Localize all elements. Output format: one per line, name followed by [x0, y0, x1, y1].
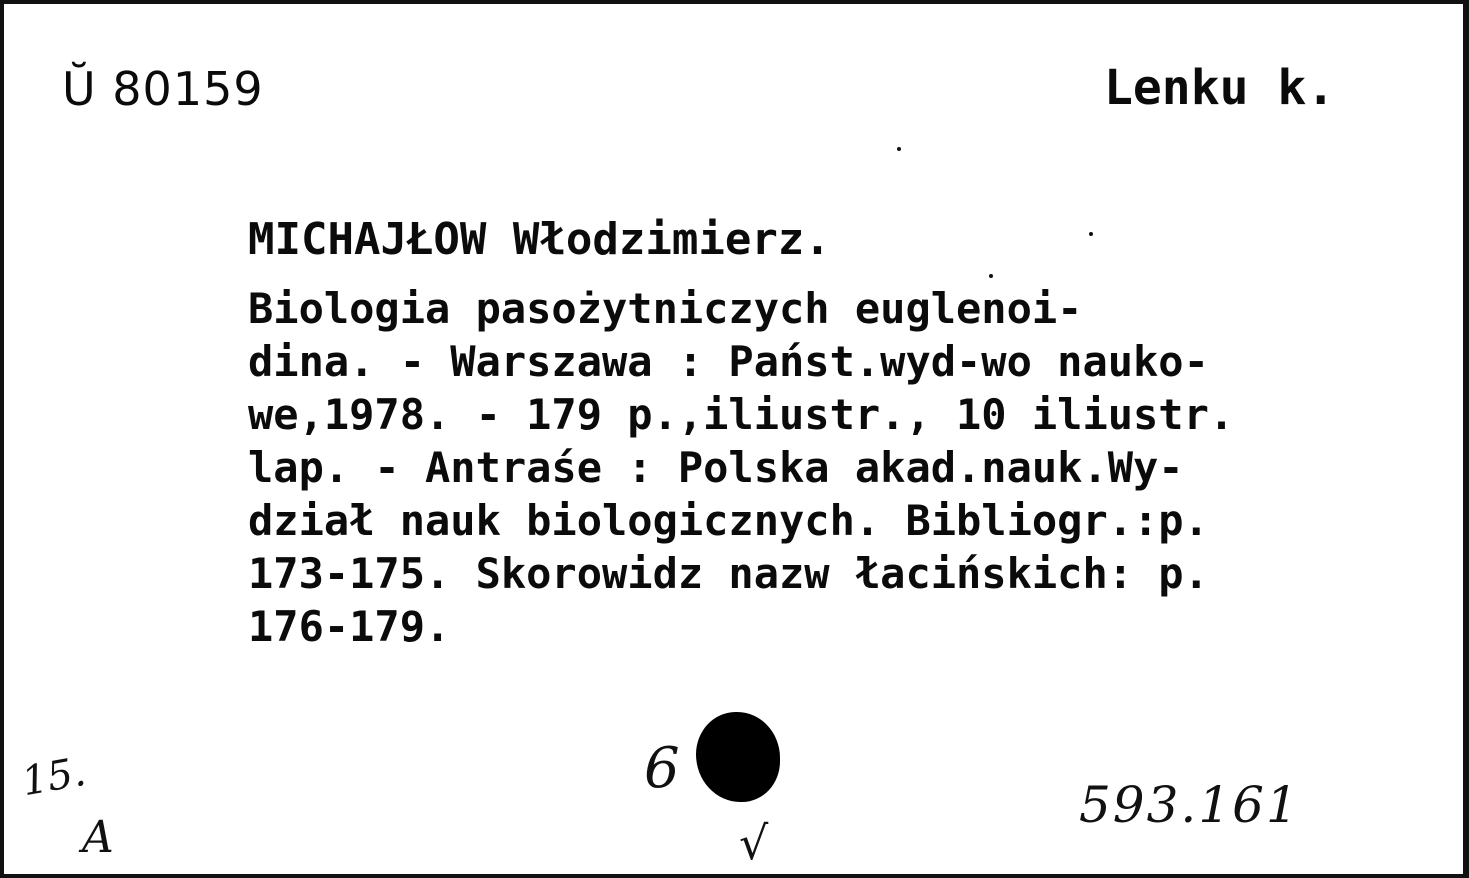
- call-number: 593.161: [1079, 776, 1300, 834]
- handwritten-left-letter: A: [82, 812, 114, 863]
- check-mark: √: [739, 816, 769, 870]
- ink-speck: [897, 147, 901, 151]
- author-heading: MICHAJŁOW Włodzimierz.: [248, 214, 831, 265]
- shelf-mark: Ŭ 80159: [62, 62, 264, 116]
- handwritten-number: 6: [644, 736, 680, 801]
- location-label: Lenku k.: [1104, 60, 1336, 116]
- punch-hole: [696, 712, 780, 802]
- bibliographic-description: Biologia pasożytniczych euglenoi- dina. - Warszawa : Państ.wyd-wo nauko- we,1978. - 179 p.,iliustr., 10 iliustr. lap. - Antraśe : Polska akad.nauk.Wy- dział nauk biologicznych. Bibliogr.:p. 173-175. Skorowidz nazw łacińskich: p. 176-179.: [248, 284, 1235, 651]
- ink-speck: [989, 274, 993, 278]
- ink-speck: [1089, 232, 1093, 236]
- handwritten-left-mark: 15.: [18, 748, 90, 806]
